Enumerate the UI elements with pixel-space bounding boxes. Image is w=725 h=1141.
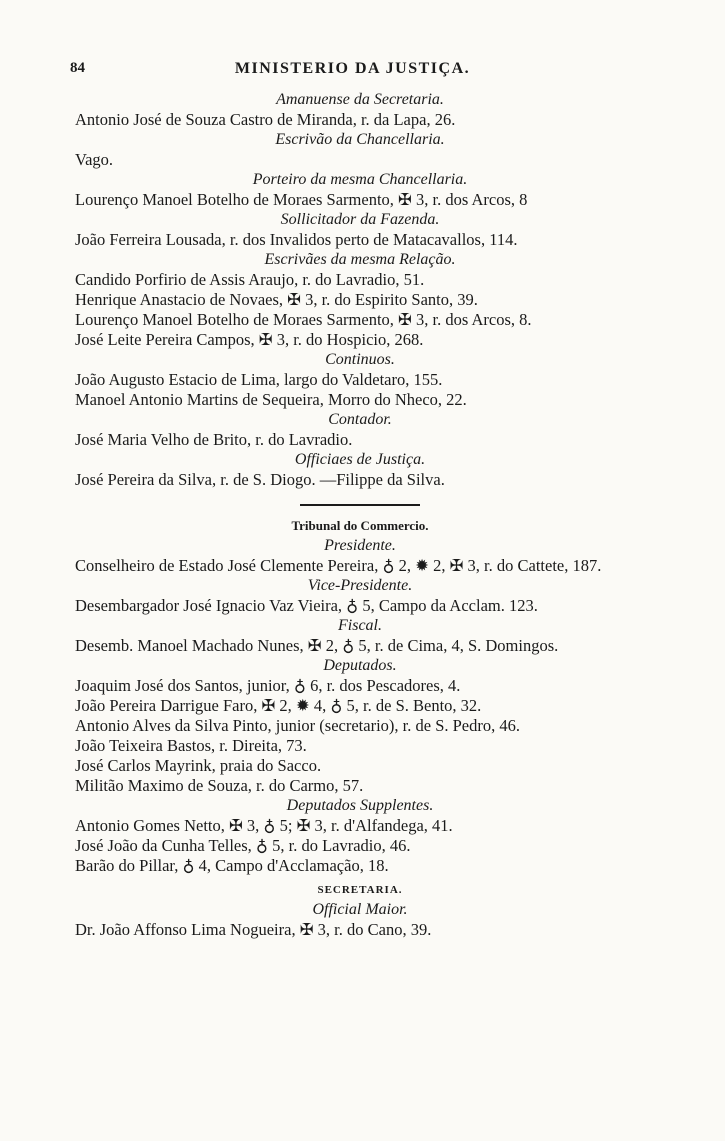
section-heading: Escrivão da Chancellaria. bbox=[275, 131, 445, 148]
directory-entry: José Carlos Mayrink, praia do Sacco. bbox=[75, 756, 322, 775]
directory-entry: José Leite Pereira Campos, ✠ 3, r. do Hospicio, 268. bbox=[75, 330, 424, 349]
justice-sections bbox=[75, 90, 645, 490]
section-heading: Deputados Supplentes. bbox=[286, 797, 434, 814]
secretaria-entries bbox=[75, 920, 645, 940]
directory-entry: Manoel Antonio Martins de Sequeira, Morro do Nheco, 22. bbox=[75, 390, 467, 409]
directory-entry: Joaquim José dos Santos, junior, ♁ 6, r. dos Pescadores, 4. bbox=[75, 676, 461, 695]
section-heading: Vice-Presidente. bbox=[307, 577, 413, 594]
directory-entry: Dr. João Affonso Lima Nogueira, ✠ 3, r. do Cano, 39. bbox=[75, 920, 432, 939]
section-heading: Fiscal. bbox=[338, 617, 382, 634]
directory-entry: João Pereira Darrigue Faro, ✠ 2, ✹ 4, ♁ 5, r. de S. Bento, 32. bbox=[75, 696, 482, 715]
directory-entry: Antonio José de Souza Castro de Miranda, r. da Lapa, 26. bbox=[75, 110, 456, 129]
directory-entry: Barão do Pillar, ♁ 4, Campo d'Acclamação, 18. bbox=[75, 856, 389, 875]
secretaria-title: SECRETARIA. bbox=[317, 884, 403, 896]
section-heading: Sollicitador da Fazenda. bbox=[280, 211, 440, 228]
running-title: MINISTERIO DA JUSTIÇA. bbox=[234, 60, 471, 77]
directory-entry: Desemb. Manoel Machado Nunes, ✠ 2, ♁ 5, r. de Cima, 4, S. Domingos. bbox=[75, 636, 559, 655]
directory-entry: Candido Porfirio de Assis Araujo, r. do Lavradio, 51. bbox=[75, 270, 425, 289]
directory-entry: João Teixeira Bastos, r. Direita, 73. bbox=[75, 736, 307, 755]
directory-entry: José Maria Velho de Brito, r. do Lavradio. bbox=[75, 430, 353, 449]
section-heading: Amanuense da Secretaria. bbox=[276, 91, 444, 108]
section-heading: Escrivães da mesma Relação. bbox=[264, 251, 456, 268]
page-body bbox=[75, 90, 645, 940]
directory-entry: Desembargador José Ignacio Vaz Vieira, ♁ 5, Campo da Acclam. 123. bbox=[75, 596, 538, 615]
directory-entry: Lourenço Manoel Botelho de Moraes Sarmento, ✠ 3, r. dos Arcos, 8 bbox=[75, 190, 528, 209]
directory-entry: Conselheiro de Estado José Clemente Pereira, ♁ 2, ✹ 2, ✠ 3, r. do Cattete, 187. bbox=[75, 556, 602, 575]
directory-entry: João Ferreira Lousada, r. dos Invalidos perto de Matacavallos, 114. bbox=[75, 230, 518, 249]
page-number: 84 bbox=[70, 60, 85, 76]
section-heading: Porteiro da mesma Chancellaria. bbox=[252, 171, 468, 188]
directory-entry: José João da Cunha Telles, ♁ 5, r. do Lavradio, 46. bbox=[75, 836, 411, 855]
tribunal-title: Tribunal do Commercio. bbox=[291, 518, 429, 533]
directory-entry: Militão Maximo de Souza, r. do Carmo, 57. bbox=[75, 776, 364, 795]
section-divider bbox=[300, 504, 420, 506]
section-heading: Deputados. bbox=[323, 657, 397, 674]
secretaria-heading: Official Maior. bbox=[312, 901, 408, 918]
directory-entry: Vago. bbox=[75, 150, 114, 169]
section-heading: Officiaes de Justiça. bbox=[294, 451, 426, 468]
directory-entry: Antonio Gomes Netto, ✠ 3, ♁ 5; ✠ 3, r. d'Alfandega, 41. bbox=[75, 816, 453, 835]
section-heading: Contador. bbox=[328, 411, 392, 428]
page-header bbox=[70, 60, 635, 86]
directory-entry: Antonio Alves da Silva Pinto, junior (secretario), r. de S. Pedro, 46. bbox=[75, 716, 520, 735]
directory-entry: Henrique Anastacio de Novaes, ✠ 3, r. do Espirito Santo, 39. bbox=[75, 290, 478, 309]
directory-entry: Lourenço Manoel Botelho de Moraes Sarmento, ✠ 3, r. dos Arcos, 8. bbox=[75, 310, 532, 329]
section-heading: Continuos. bbox=[325, 351, 395, 368]
tribunal-sections bbox=[75, 536, 645, 876]
directory-entry: João Augusto Estacio de Lima, largo do Valdetaro, 155. bbox=[75, 370, 443, 389]
section-heading: Presidente. bbox=[324, 537, 396, 554]
directory-entry: José Pereira da Silva, r. de S. Diogo. —Filippe da Silva. bbox=[75, 470, 445, 489]
